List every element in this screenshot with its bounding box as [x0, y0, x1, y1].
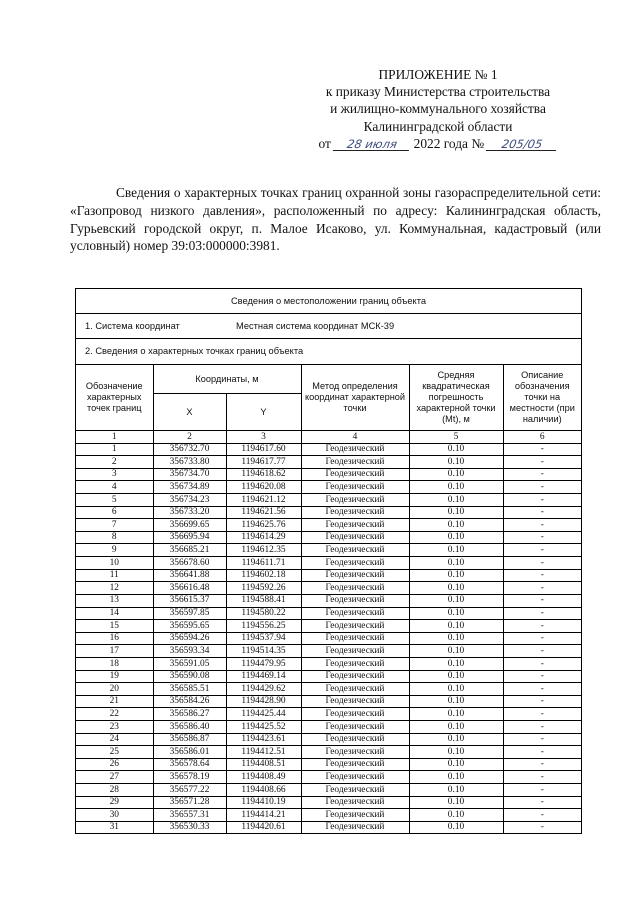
- table-row: [76, 771, 581, 784]
- accuracy: 0.10: [409, 506, 503, 519]
- table-row: [76, 519, 581, 532]
- coord-y: 1194602.18: [226, 569, 301, 582]
- description: -: [503, 443, 581, 456]
- column-numbers-row: [76, 431, 581, 444]
- method: Геодезический: [301, 733, 409, 746]
- column-number: 6: [503, 431, 581, 444]
- point-id: 1: [76, 443, 153, 456]
- description: -: [503, 784, 581, 797]
- coord-y: 1194420.61: [226, 821, 301, 833]
- coord-x: 356586.27: [153, 708, 226, 721]
- method: Геодезический: [301, 784, 409, 797]
- point-id: 28: [76, 784, 153, 797]
- coord-x: 356597.85: [153, 607, 226, 620]
- method: Геодезический: [301, 494, 409, 507]
- coord-x: 356616.48: [153, 582, 226, 595]
- order-line-region: Калининградской области: [363, 118, 513, 134]
- coord-y: 1194625.76: [226, 519, 301, 532]
- point-id: 10: [76, 557, 153, 570]
- order-line-ministry: к приказу Министерства строительства: [325, 84, 551, 100]
- coord-x: 356678.60: [153, 557, 226, 570]
- description: -: [503, 620, 581, 633]
- table-row: [76, 657, 581, 670]
- description: -: [503, 557, 581, 570]
- point-id: 31: [76, 821, 153, 833]
- column-number: 5: [409, 431, 503, 444]
- method: Геодезический: [301, 632, 409, 645]
- table-row: [76, 683, 581, 696]
- method: Геодезический: [301, 620, 409, 633]
- method: Геодезический: [301, 809, 409, 822]
- accuracy: 0.10: [409, 683, 503, 696]
- coord-y: 1194556.25: [226, 620, 301, 633]
- coord-x: 356530.33: [153, 821, 226, 833]
- coord-y: 1194620.08: [226, 481, 301, 494]
- method: Геодезический: [301, 594, 409, 607]
- accuracy: 0.10: [409, 645, 503, 658]
- coord-x: 356557.31: [153, 809, 226, 822]
- table-row: [76, 468, 581, 481]
- method: Геодезический: [301, 645, 409, 658]
- order-date-line: [288, 135, 588, 152]
- accuracy: 0.10: [409, 481, 503, 494]
- method: Геодезический: [301, 746, 409, 759]
- intro-paragraph: Сведения о характерных точках границ охранной зоны газораспределительной сети: «Газопровод низкого давления», расположенный по адресу: Калининградская область, Гурьевский городской округ, п. Малое Исаково, ул. Коммунальная, кадастровый (или условный) номер 39:03:000000:3981.: [70, 185, 601, 254]
- point-id: 27: [76, 771, 153, 784]
- coord-y: 1194423.61: [226, 733, 301, 746]
- table-row: [76, 632, 581, 645]
- coord-x: 356732.70: [153, 443, 226, 456]
- point-id: 22: [76, 708, 153, 721]
- coord-x: 356586.01: [153, 746, 226, 759]
- method: Геодезический: [301, 758, 409, 771]
- accuracy: 0.10: [409, 746, 503, 759]
- method: Геодезический: [301, 531, 409, 544]
- coord-y: 1194514.35: [226, 645, 301, 658]
- coord-y: 1194414.21: [226, 809, 301, 822]
- accuracy: 0.10: [409, 468, 503, 481]
- coord-x: 356734.70: [153, 468, 226, 481]
- coord-x: 356571.28: [153, 796, 226, 809]
- point-id: 19: [76, 670, 153, 683]
- description: -: [503, 746, 581, 759]
- column-number: 2: [153, 431, 226, 444]
- accuracy: 0.10: [409, 657, 503, 670]
- table-row: [76, 746, 581, 759]
- point-id: 5: [76, 494, 153, 507]
- method: Геодезический: [301, 519, 409, 532]
- point-id: 14: [76, 607, 153, 620]
- coord-x: 356699.65: [153, 519, 226, 532]
- coord-x: 356594.26: [153, 632, 226, 645]
- coord-y: 1194611.71: [226, 557, 301, 570]
- accuracy: 0.10: [409, 695, 503, 708]
- boundary-table: [75, 288, 582, 834]
- order-line-housing: и жилищно-коммунального хозяйства: [330, 101, 546, 117]
- method: Геодезический: [301, 821, 409, 833]
- table-row: [76, 809, 581, 822]
- accuracy: 0.10: [409, 632, 503, 645]
- table-row: [76, 721, 581, 734]
- points-section-title: 2. Сведения о характерных точках границ объекта: [85, 346, 304, 356]
- description: -: [503, 809, 581, 822]
- point-id: 16: [76, 632, 153, 645]
- coord-x: 356695.94: [153, 531, 226, 544]
- coord-x: 356733.80: [153, 456, 226, 469]
- appendix-title: ПРИЛОЖЕНИЕ № 1: [378, 67, 498, 82]
- description: -: [503, 544, 581, 557]
- accuracy: 0.10: [409, 544, 503, 557]
- method: Геодезический: [301, 708, 409, 721]
- accuracy: 0.10: [409, 443, 503, 456]
- description: -: [503, 683, 581, 696]
- description: -: [503, 670, 581, 683]
- coord-y: 1194408.51: [226, 758, 301, 771]
- accuracy: 0.10: [409, 519, 503, 532]
- coord-y: 1194588.41: [226, 594, 301, 607]
- accuracy: 0.10: [409, 796, 503, 809]
- coord-y: 1194425.44: [226, 708, 301, 721]
- coord-y: 1194412.51: [226, 746, 301, 759]
- table-row: [76, 544, 581, 557]
- coordinate-system-row: [76, 314, 581, 339]
- accuracy: 0.10: [409, 758, 503, 771]
- description: -: [503, 721, 581, 734]
- point-id: 13: [76, 594, 153, 607]
- column-number: 3: [226, 431, 301, 444]
- header-method: Метод определения координат характерной точки: [301, 365, 409, 431]
- header-y: Y: [226, 394, 301, 431]
- coord-x: 356685.21: [153, 544, 226, 557]
- table-row: [76, 494, 581, 507]
- header-designation: Обозначение характерных точек границ: [76, 365, 153, 431]
- method: Геодезический: [301, 569, 409, 582]
- point-id: 11: [76, 569, 153, 582]
- accuracy: 0.10: [409, 607, 503, 620]
- table-row: [76, 670, 581, 683]
- date-prefix: от: [318, 135, 331, 151]
- accuracy: 0.10: [409, 557, 503, 570]
- coord-y: 1194592.26: [226, 582, 301, 595]
- points-rows: [76, 443, 581, 833]
- point-id: 25: [76, 746, 153, 759]
- point-id: 24: [76, 733, 153, 746]
- coord-x: 356593.34: [153, 645, 226, 658]
- coord-y: 1194408.66: [226, 784, 301, 797]
- coord-x: 356584.26: [153, 695, 226, 708]
- description: -: [503, 506, 581, 519]
- coord-y: 1194612.35: [226, 544, 301, 557]
- method: Геодезический: [301, 796, 409, 809]
- method: Геодезический: [301, 683, 409, 696]
- accuracy: 0.10: [409, 821, 503, 833]
- description: -: [503, 771, 581, 784]
- accuracy: 0.10: [409, 531, 503, 544]
- table-row: [76, 594, 581, 607]
- point-id: 15: [76, 620, 153, 633]
- coord-y: 1194618.62: [226, 468, 301, 481]
- point-id: 2: [76, 456, 153, 469]
- handwritten-order-number: 205/05: [486, 138, 558, 151]
- point-id: 23: [76, 721, 153, 734]
- coord-x: 356591.05: [153, 657, 226, 670]
- table-row: [76, 620, 581, 633]
- column-number: 4: [301, 431, 409, 444]
- coordinate-system-value: Местная система координат МСК-39: [236, 321, 395, 331]
- description: -: [503, 695, 581, 708]
- section-title: Сведения о местоположении границ объекта: [76, 289, 581, 314]
- table-row: [76, 443, 581, 456]
- table-row: [76, 481, 581, 494]
- method: Геодезический: [301, 721, 409, 734]
- point-id: 6: [76, 506, 153, 519]
- accuracy: 0.10: [409, 721, 503, 734]
- table-row: [76, 645, 581, 658]
- point-id: 21: [76, 695, 153, 708]
- table-row: [76, 531, 581, 544]
- coord-x: 356733.20: [153, 506, 226, 519]
- coordinate-system-label: 1. Система координат: [85, 321, 180, 331]
- table-row: [76, 758, 581, 771]
- table-row: [76, 506, 581, 519]
- table-row: [76, 784, 581, 797]
- table-row: [76, 708, 581, 721]
- description: -: [503, 519, 581, 532]
- column-number: 1: [76, 431, 153, 444]
- point-id: 4: [76, 481, 153, 494]
- year-and-number-label: 2022 года №: [413, 135, 485, 151]
- point-id: 18: [76, 657, 153, 670]
- accuracy: 0.10: [409, 771, 503, 784]
- header-accuracy: Средняя квадратическая погрешность характерной точки (Mt), м: [409, 365, 503, 431]
- coord-x: 356590.08: [153, 670, 226, 683]
- coord-x: 356577.22: [153, 784, 226, 797]
- coord-y: 1194428.90: [226, 695, 301, 708]
- header-coordinates: Координаты, м: [153, 365, 301, 394]
- description: -: [503, 758, 581, 771]
- accuracy: 0.10: [409, 594, 503, 607]
- accuracy: 0.10: [409, 733, 503, 746]
- coord-x: 356586.40: [153, 721, 226, 734]
- table-row: [76, 456, 581, 469]
- coord-y: 1194469.14: [226, 670, 301, 683]
- coord-y: 1194408.49: [226, 771, 301, 784]
- description: -: [503, 594, 581, 607]
- coord-x: 356734.23: [153, 494, 226, 507]
- coord-y: 1194617.77: [226, 456, 301, 469]
- description: -: [503, 582, 581, 595]
- description: -: [503, 821, 581, 833]
- coord-x: 356585.51: [153, 683, 226, 696]
- method: Геодезический: [301, 695, 409, 708]
- point-id: 8: [76, 531, 153, 544]
- method: Геодезический: [301, 468, 409, 481]
- method: Геодезический: [301, 456, 409, 469]
- coord-y: 1194621.12: [226, 494, 301, 507]
- method: Геодезический: [301, 506, 409, 519]
- table-row: [76, 695, 581, 708]
- coord-y: 1194479.95: [226, 657, 301, 670]
- method: Геодезический: [301, 481, 409, 494]
- accuracy: 0.10: [409, 784, 503, 797]
- accuracy: 0.10: [409, 494, 503, 507]
- method: Геодезический: [301, 607, 409, 620]
- method: Геодезический: [301, 657, 409, 670]
- point-id: 26: [76, 758, 153, 771]
- coord-x: 356615.37: [153, 594, 226, 607]
- header-x: X: [153, 394, 226, 431]
- table-row: [76, 796, 581, 809]
- description: -: [503, 494, 581, 507]
- method: Геодезический: [301, 670, 409, 683]
- accuracy: 0.10: [409, 708, 503, 721]
- coord-y: 1194614.29: [226, 531, 301, 544]
- description: -: [503, 708, 581, 721]
- description: -: [503, 531, 581, 544]
- coord-y: 1194537.94: [226, 632, 301, 645]
- point-id: 3: [76, 468, 153, 481]
- point-id: 20: [76, 683, 153, 696]
- coord-y: 1194617.60: [226, 443, 301, 456]
- description: -: [503, 481, 581, 494]
- table-row: [76, 733, 581, 746]
- description: -: [503, 733, 581, 746]
- description: -: [503, 657, 581, 670]
- table-row: [76, 607, 581, 620]
- accuracy: 0.10: [409, 582, 503, 595]
- table-row: [76, 569, 581, 582]
- coord-y: 1194580.22: [226, 607, 301, 620]
- method: Геодезический: [301, 443, 409, 456]
- header-description: Описание обозначения точки на местности (при наличии): [503, 365, 581, 431]
- coord-x: 356641.88: [153, 569, 226, 582]
- accuracy: 0.10: [409, 620, 503, 633]
- coord-x: 356578.19: [153, 771, 226, 784]
- coord-x: 356578.64: [153, 758, 226, 771]
- handwritten-date: 28 июля: [333, 138, 411, 151]
- coord-y: 1194425.52: [226, 721, 301, 734]
- method: Геодезический: [301, 771, 409, 784]
- accuracy: 0.10: [409, 809, 503, 822]
- coord-x: 356734.89: [153, 481, 226, 494]
- point-id: 7: [76, 519, 153, 532]
- point-id: 29: [76, 796, 153, 809]
- points-table: [76, 364, 581, 833]
- accuracy: 0.10: [409, 569, 503, 582]
- point-id: 9: [76, 544, 153, 557]
- table-row: [76, 582, 581, 595]
- description: -: [503, 632, 581, 645]
- table-row: [76, 821, 581, 833]
- description: -: [503, 468, 581, 481]
- coord-y: 1194429.62: [226, 683, 301, 696]
- coord-x: 356586.87: [153, 733, 226, 746]
- point-id: 12: [76, 582, 153, 595]
- coord-y: 1194410.19: [226, 796, 301, 809]
- description: -: [503, 569, 581, 582]
- description: -: [503, 645, 581, 658]
- accuracy: 0.10: [409, 670, 503, 683]
- coord-y: 1194621.56: [226, 506, 301, 519]
- method: Геодезический: [301, 557, 409, 570]
- description: -: [503, 456, 581, 469]
- accuracy: 0.10: [409, 456, 503, 469]
- appendix-header: [288, 66, 588, 152]
- method: Геодезический: [301, 582, 409, 595]
- coord-x: 356595.65: [153, 620, 226, 633]
- point-id: 17: [76, 645, 153, 658]
- point-id: 30: [76, 809, 153, 822]
- description: -: [503, 796, 581, 809]
- method: Геодезический: [301, 544, 409, 557]
- table-row: [76, 557, 581, 570]
- description: -: [503, 607, 581, 620]
